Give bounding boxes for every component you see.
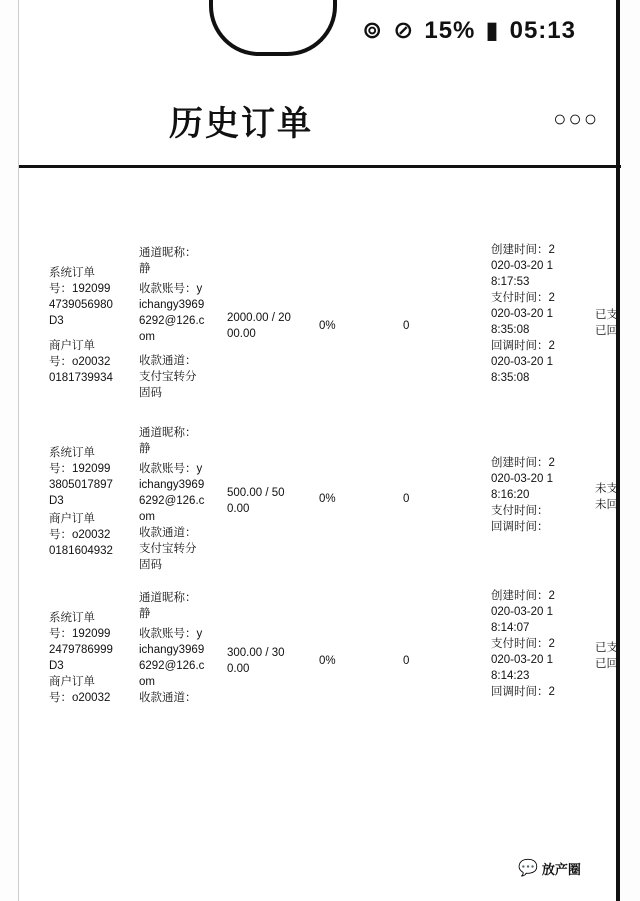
payee-channel: 收款通道： 支付宝转分 固码 [139,527,197,571]
more-icon[interactable]: ○○○ [553,106,599,131]
fee-amount: 0 [403,493,410,505]
battery-level: 15% [424,16,476,44]
system-order-number: 系统订单 号：192099 3805017897 D3 [49,447,113,507]
status-badge: 未支 未回 [595,483,618,511]
fee-rate: 0% [319,655,336,667]
order-times: 创建时间：2 020-03-20 1 8:17:53 支付时间：2 020-03-20 1 8:35:08 回调时间：2 020-03-20 1 8:35:08 [491,244,555,384]
watermark [518,858,581,878]
fee-amount: 0 [403,655,410,667]
merchant-order-number: 商户订单 号：o20032 0181604932 [49,513,113,557]
fee-rate: 0% [319,320,336,332]
order-times: 创建时间：2 020-03-20 1 8:14:07 支付时间：2 020-03-20 1 8:14:23 回调时间：2 [491,590,555,698]
app-header [19,90,621,168]
phone-frame [18,0,620,901]
wechat-icon: 💬 [518,860,538,877]
merchant-order-number: 商户订单 号：o20032 0181739934 [49,340,113,384]
page-title: 历史订单 [169,105,313,143]
order-amount: 2000.00 / 20 00.00 [227,312,291,340]
status-bar [362,16,576,45]
order-amount: 300.00 / 30 0.00 [227,647,285,675]
order-amount: 500.00 / 50 0.00 [227,487,285,515]
camera-notch [209,0,337,56]
mute-icon: ⊘ [393,17,415,44]
payee-channel: 收款通道： 支付宝转分 固码 [139,355,197,399]
status-badge: 已支 已回 [595,309,618,337]
system-order-number: 系统订单 号：192099 2479786999 D3 [49,612,113,672]
payee-account: 收款账号：y ichangy3969 6292@126.c om [139,463,205,523]
wifi-icon: ⊚ [362,17,384,44]
status-badge: 已支 已回 [595,642,618,670]
watermark-text: 放产圈 [541,861,581,877]
system-order-number: 系统订单 号：192099 4739056980 D3 [49,267,113,327]
fee-amount: 0 [403,320,410,332]
clock: 05:13 [509,16,576,44]
fee-rate: 0% [319,493,336,505]
channel-nickname: 通道昵称： 静 [139,247,197,275]
payee-account: 收款账号：y ichangy3969 6292@126.c om [139,628,205,688]
merchant-order-number: 商户订单 号：o20032 [49,676,111,704]
payee-channel: 收款通道： [139,692,197,704]
payee-account: 收款账号：y ichangy3969 6292@126.c om [139,283,205,343]
channel-nickname: 通道昵称： 静 [139,592,197,620]
channel-nickname: 通道昵称： 静 [139,427,197,455]
order-times: 创建时间：2 020-03-20 1 8:16:20 支付时间： 回调时间： [491,457,555,533]
battery-icon: ▮ [485,17,500,44]
